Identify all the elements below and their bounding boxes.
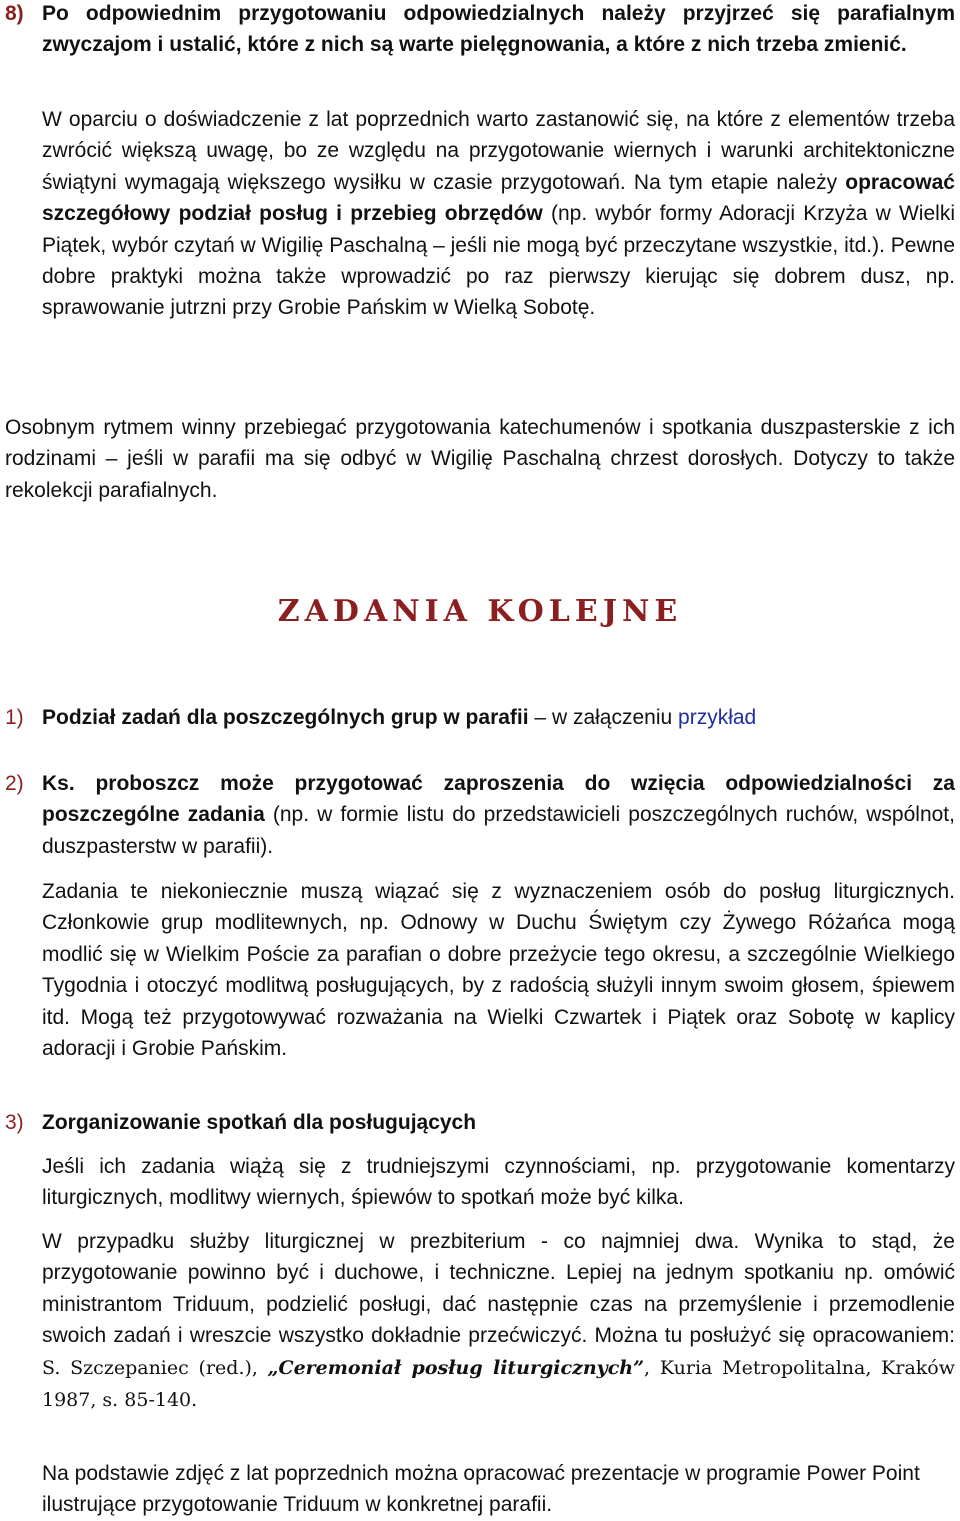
task2-title: Ks. proboszcz może przygotować zaproszenia do wzięcia odpowiedzialności za poszczególne zadania xyxy=(42,772,955,827)
task3-paragraph-1 xyxy=(42,1151,955,1214)
task2-paragraph xyxy=(42,876,955,1064)
task1-title: Podział zadań dla poszczególnych grup w parafii xyxy=(42,706,529,729)
task3-number: 3) xyxy=(5,1111,24,1134)
item8-text-c: (np. wybór formy Adoracji Krzyża w Wielki Piątek, wybór czytań w Wigilię Paschalną – jeśli nie mogą być przeczytane wszystkie, itd.). Pewne dobre praktyki można także wprowadzić po raz pierwszy kierując się dobrem dusz, np. sprawowanie jutrzni przy Grobie Pańskim w Wielką Sobotę. xyxy=(42,202,955,320)
item8-title: Po odpowiednim przygotowaniu odpowiedzialnych należy przyjrzeć się parafialnym zwyczajom i ustalić, które z nich są warte pielęgnowania, a które z nich trzeba zmienić. xyxy=(42,2,955,57)
task3-title-block xyxy=(42,1107,955,1138)
citation-author: S. Szczepaniec (red.), xyxy=(42,1356,258,1379)
task3-text-3: Na podstawie zdjęć z lat poprzednich można opracować prezentacje w programie Power Point ilustrujące przygotowanie Triduum w konkretnej parafii. xyxy=(42,1462,920,1517)
citation-title: „Ceremoniał posług liturgicznych” xyxy=(267,1356,645,1379)
task2-block xyxy=(42,768,955,862)
task1-number: 1) xyxy=(5,706,24,729)
task3-text-1: Jeśli ich zadania wiążą się z trudniejszymi czynnościami, np. przygotowanie komentarzy liturgicznych, modlitwy wiernych, śpiewów to spotkań może być kilka. xyxy=(42,1155,955,1210)
task3-title: Zorganizowanie spotkań dla posługujących xyxy=(42,1111,477,1134)
item8-text-bold: opracować szczegółowy podział posług i przebieg obrzędów xyxy=(42,170,955,226)
task1-example-link[interactable]: przykład xyxy=(678,706,757,729)
task2-number: 2) xyxy=(5,772,24,795)
section-heading: ZADANIA KOLEJNE xyxy=(277,594,683,629)
item8-title-block xyxy=(42,0,955,61)
task2-text: Zadania te niekoniecznie muszą wiązać się z wyznaczeniem osób do posług liturgicznych. Członkowie grup modlitewnych, np. Odnowy w Duchu Świętym czy Żywego Różańca mogą modlić się w Wielkim Poście za parafian o dobre przeżycie tego okresu, a szczególnie Wielkiego Tygodnia i otoczyć modlitwą posługujących, by z radością służyli innym swoim głosem, śpiewem itd. Mogą też przygotowywać rozważania na Wielki Czwartek i Piątek oraz Sobotę w kaplicy adoracji i Grobie Pańskim. xyxy=(42,880,955,1061)
item8-number: 8) xyxy=(5,2,24,25)
catechumens-paragraph xyxy=(5,412,955,506)
task3-paragraph-3 xyxy=(42,1458,955,1521)
catechumens-text: Osobnym rytmem winny przebiegać przygotowania katechumenów i spotkania duszpasterskie z ich rodzinami – jeśli w parafii ma się odbyć w Wigilię Paschalną chrzest dorosłych. Dotyczy to także rekolekcji parafialnych. xyxy=(5,416,955,502)
citation-rest: , Kuria Metropolitalna, Kraków 1987, s. 85-140. xyxy=(42,1356,955,1412)
task1-rest: – w załączeniu xyxy=(528,706,679,729)
task2-rest: (np. w formie listu do przedstawicieli poszczególnych ruchów, wspólnot, duszpasterstw w parafii). xyxy=(42,803,955,858)
item8-text-a: W oparciu o doświadczenie z lat poprzednich warto zastanowić się, na które z elementów trzeba zwrócić większą uwagę, bo ze względu na przygotowanie wiernych i warunki architektoniczne świątyni wymagają większego wysiłku w czasie przygotowań. Na tym etapie należy xyxy=(42,108,955,194)
task3-text-2a: W przypadku służby liturgicznej w prezbiterium - co najmniej dwa. Wynika to stąd, że przygotowanie powinno być i duchowe, i techniczne. Lepiej na jednym spotkaniu np. omówić ministrantom Triduum, podzielić posługi, dać następnie czas na przemyślenie i przemodlenie swoich zadań i wreszcie wszystko dokładnie przećwiczyć. Można tu posłużyć się opracowaniem: xyxy=(42,1230,955,1348)
item8-paragraph xyxy=(42,104,955,324)
task3-paragraph-2 xyxy=(42,1226,955,1416)
task1-block xyxy=(42,702,955,733)
